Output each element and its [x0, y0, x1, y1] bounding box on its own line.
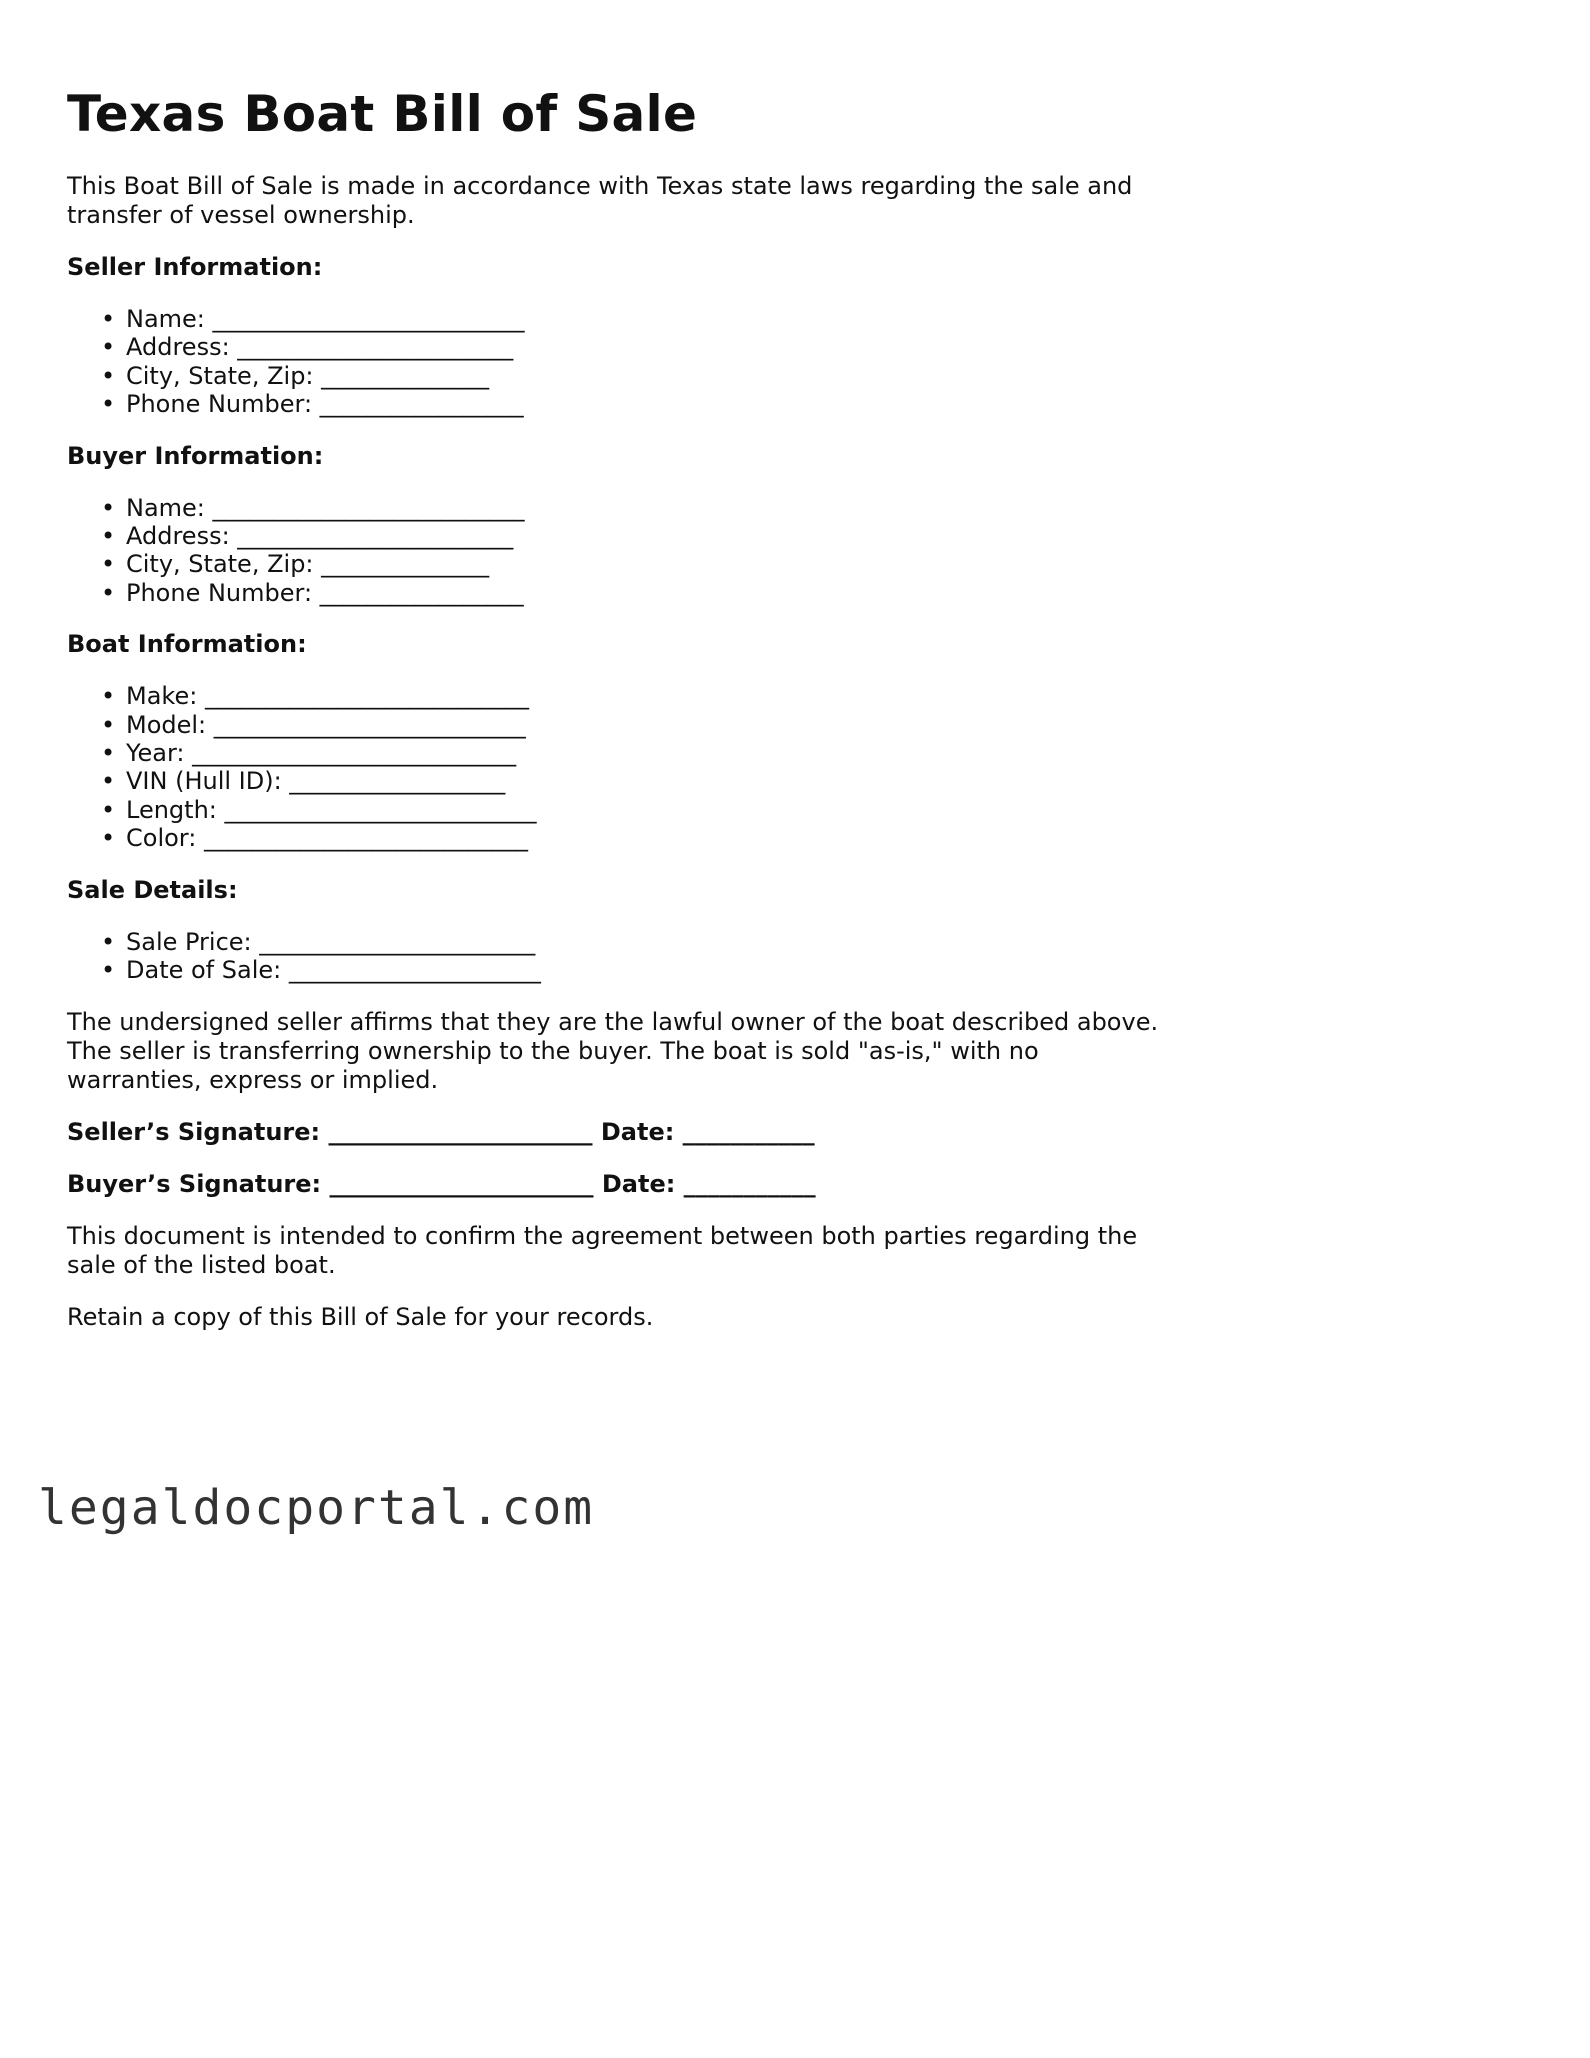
boat-model-field: • Model: __________________________: [101, 710, 526, 739]
bullet-icon: •: [101, 493, 116, 522]
seller-name-field: • Name: __________________________: [101, 305, 525, 333]
bullet-icon: •: [101, 361, 116, 390]
seller-section-heading: Seller Information:: [67, 253, 323, 281]
bullet-icon: •: [101, 710, 116, 739]
bullet-icon: •: [101, 927, 116, 956]
buyer-name-field: • Name: __________________________: [101, 493, 525, 522]
seller-signature-line: Seller’s Signature: ______________________ Date: ___________: [67, 1117, 815, 1146]
intro-paragraph: This Boat Bill of Sale is made in accordance with Texas state laws regarding the sale and transfer of vessel ownership.: [67, 172, 1133, 229]
seller-city-state-zip-field: • City, State, Zip: ______________: [101, 361, 490, 390]
retain-note: Retain a copy of this Bill of Sale for your records.: [67, 1302, 654, 1331]
bullet-icon: •: [101, 824, 116, 853]
bullet-icon: •: [101, 739, 116, 768]
buyer-phone-field: • Phone Number: _________________: [101, 578, 524, 607]
bullet-icon: •: [101, 578, 116, 607]
buyer-city-state-zip-field: • City, State, Zip: ______________: [101, 550, 490, 579]
sale-section-heading: Sale Details:: [67, 875, 238, 904]
closing-paragraph: This document is intended to confirm the agreement between both parties regarding the sale of the listed boat.: [67, 1221, 1138, 1279]
bullet-icon: •: [101, 333, 116, 362]
seller-field-list: [67, 305, 1167, 419]
bullet-icon: •: [101, 682, 116, 711]
bullet-icon: •: [101, 550, 116, 579]
boat-hull-id-field: • VIN (Hull ID): __________________: [101, 767, 506, 796]
seller-address-field: • Address: _______________________: [101, 333, 514, 362]
boat-field-list: [67, 682, 1167, 852]
bullet-icon: •: [101, 390, 116, 419]
boat-color-field: • Color: ___________________________: [101, 824, 528, 853]
sale-price-field: • Sale Price: _______________________: [101, 927, 536, 956]
bullet-icon: •: [101, 795, 116, 824]
boat-year-field: • Year: ___________________________: [101, 739, 517, 768]
bullet-icon: •: [101, 956, 116, 985]
document-page: [67, 84, 1167, 1355]
buyer-section-heading: Buyer Information:: [67, 441, 324, 470]
sale-field-list: [67, 928, 1167, 985]
boat-length-field: • Length: __________________________: [101, 795, 537, 824]
sale-date-field: • Date of Sale: _____________________: [101, 956, 541, 985]
bullet-icon: •: [101, 305, 116, 333]
bullet-icon: •: [101, 767, 116, 796]
seller-phone-field: • Phone Number: _________________: [101, 390, 524, 419]
buyer-address-field: • Address: _______________________: [101, 522, 514, 551]
bullet-icon: •: [101, 522, 116, 551]
document-title: Texas Boat Bill of Sale: [67, 85, 698, 143]
boat-make-field: • Make: ___________________________: [101, 682, 529, 711]
site-watermark: legaldocportal.com: [38, 1480, 595, 1536]
buyer-field-list: [67, 494, 1167, 608]
affirmation-paragraph: The undersigned seller affirms that they are the lawful owner of the boat described above. The seller is transferring ownership to the buyer. The boat is sold "as-is," with no warranties, express or implied.: [67, 1007, 1159, 1094]
boat-section-heading: Boat Information:: [67, 630, 307, 659]
buyer-signature-line: Buyer’s Signature: ______________________ Date: ___________: [67, 1169, 816, 1198]
